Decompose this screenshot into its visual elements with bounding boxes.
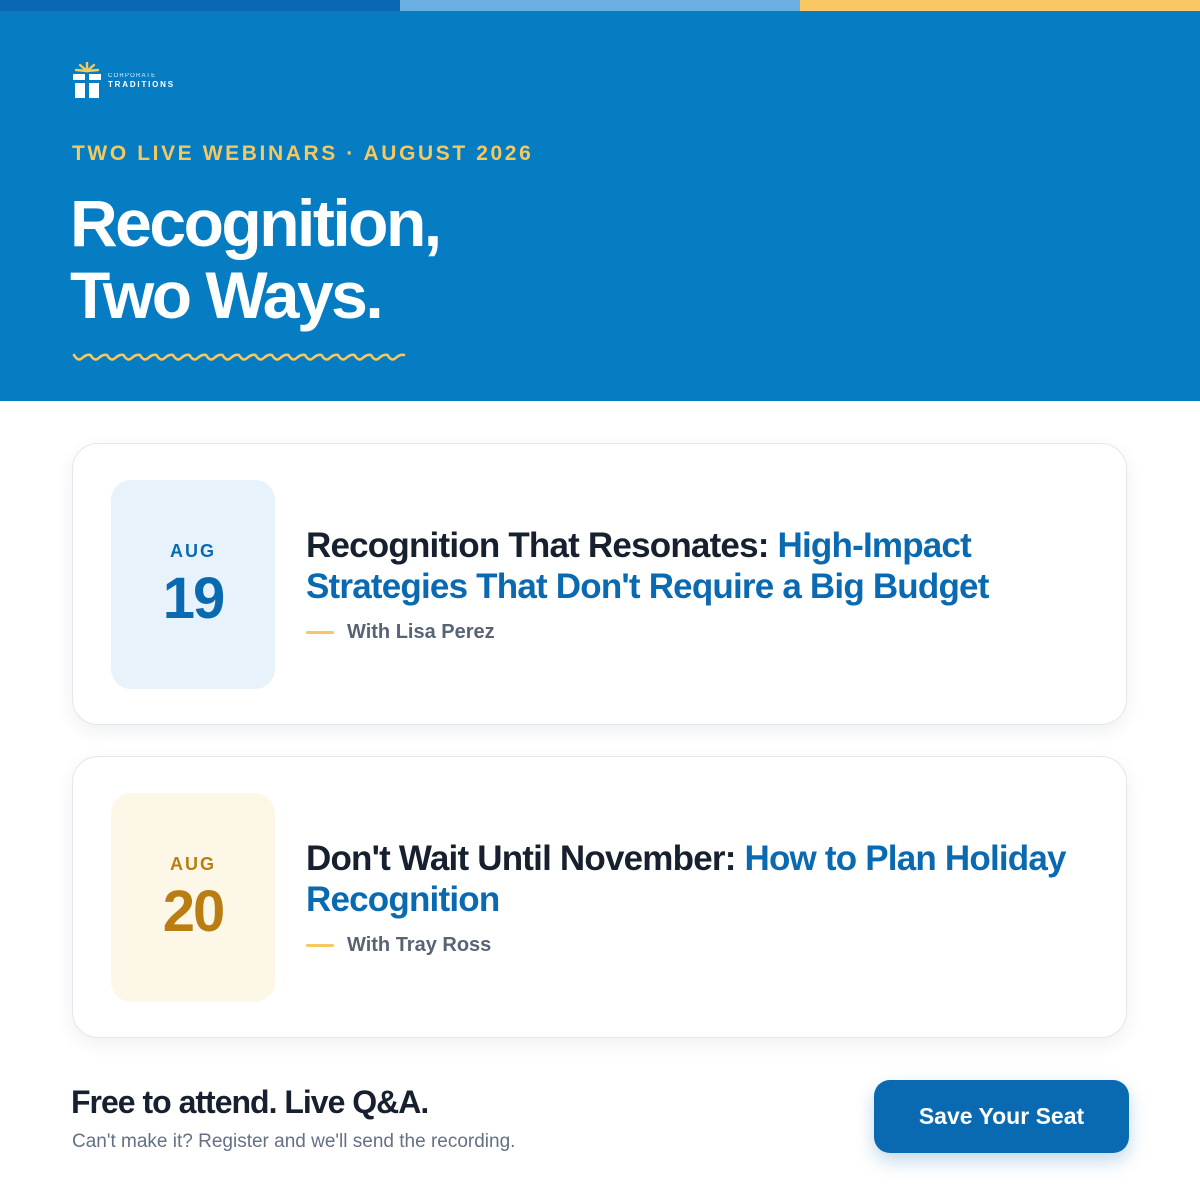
webinar-card-1[interactable] — [72, 443, 1127, 725]
save-your-seat-button[interactable]: Save Your Seat — [874, 1080, 1129, 1153]
date-badge-1 — [111, 480, 275, 689]
top-bar-segment-blue — [0, 0, 400, 11]
footer-title: Free to attend. Live Q&A. — [71, 1084, 429, 1120]
hero-eyebrow: TWO LIVE WEBINARS · AUGUST 2026 — [72, 142, 534, 165]
presenter-name-1: With Lisa Perez — [347, 621, 495, 643]
gift-logo-icon — [72, 62, 102, 100]
webinar-title-main-2: Don't Wait Until November: — [306, 839, 745, 878]
webinar-details-2 — [306, 838, 1086, 957]
top-bar-segment-light-blue — [400, 0, 800, 11]
webinar-title-accent-1: High-Impact Strategies That Don't Require a Big Budget — [306, 526, 989, 606]
webinar-title-main-1: Recognition That Resonates: — [306, 526, 778, 565]
webinar-details-1 — [306, 525, 1086, 644]
presenter-row-2 — [306, 934, 1086, 957]
brand-logo — [72, 62, 175, 100]
presenter-row-1 — [306, 621, 1086, 644]
webinar-card-2[interactable] — [72, 756, 1127, 1038]
webinar-title-1 — [306, 525, 1086, 607]
footer-subtitle: Can't make it? Register and we'll send the recording. — [72, 1131, 516, 1152]
webinar-title-2 — [306, 838, 1086, 920]
logo-wordmark — [108, 73, 175, 89]
presenter-dash-2 — [306, 944, 334, 947]
presenter-name-2: With Tray Ross — [347, 934, 492, 956]
webinar-title-accent-2: How to Plan Holiday Recognition — [306, 839, 1066, 919]
hero-title-line-2: Two Ways. — [70, 258, 382, 332]
date-badge-2 — [111, 793, 275, 1002]
date-month-1: AUG — [170, 541, 216, 561]
logo-small-text: CORPORATE — [108, 73, 157, 79]
hero-banner — [0, 11, 1200, 401]
date-day-2: 20 — [162, 879, 224, 944]
presenter-dash-1 — [306, 631, 334, 634]
squiggle-underline — [72, 349, 406, 365]
top-bar-segment-gold — [800, 0, 1200, 11]
hero-title — [70, 187, 440, 331]
hero-title-line-1: Recognition, — [70, 186, 440, 260]
logo-big-text: TRADITIONS — [108, 80, 175, 89]
date-day-1: 19 — [162, 566, 224, 631]
date-month-2: AUG — [170, 854, 216, 874]
top-color-bar — [0, 0, 1200, 11]
